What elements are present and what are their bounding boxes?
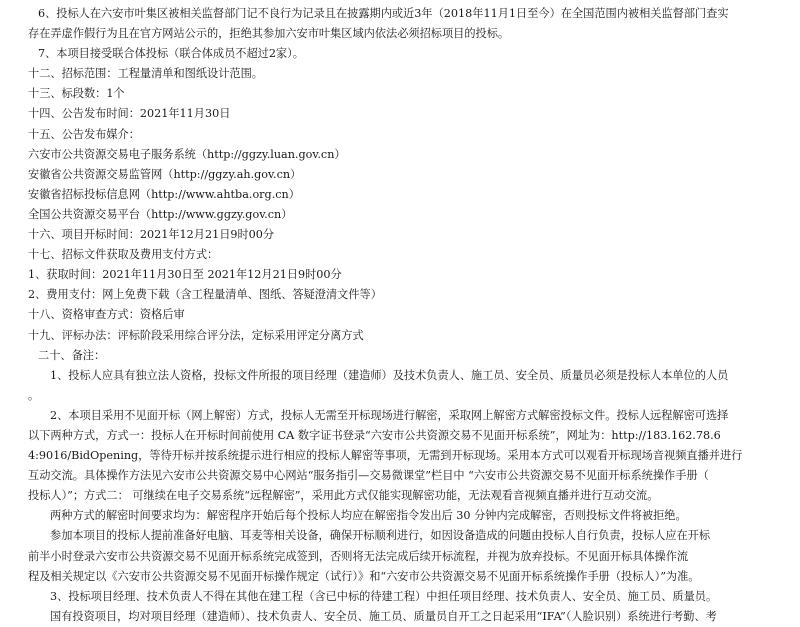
text-line: 十二、招标范围：工程量清单和图纸设计范围。 [28,67,263,81]
text-line: 二十、备注： [38,348,106,362]
text-line: 参加本项目的投标人提前准备好电脑、耳麦等相关设备，确保开标顺利进行，如因设备造成的问题由投标人自行负责，投标人应在开标 [50,529,711,543]
text-line: 十八、资格审查方式：资格后审 [28,308,185,322]
text-line: 7、本项目接受联合体投标（联合体成员不超过2家）。 [38,47,304,61]
text-line: 六安市公共资源交易电子服务系统（http://ggzy.luan.gov.cn） [28,147,346,161]
text-line: 十六、项目开标时间：2021年12月21日9时00分 [28,228,275,242]
text-line: 安徽省招标投标信息网（http://www.ahtba.org.cn） [28,187,300,201]
text-line: 安徽省公共资源交易监管网（http://ggzy.ah.gov.cn） [28,167,302,181]
text-line: 1、获取时间：2021年11月30日至 2021年12月21日9时00分 [28,268,342,282]
text-line: 十七、招标文件获取及费用支付方式： [28,248,219,262]
text-line: 程及相关规定以《六安市公共资源交易不见面开标操作规定（试行）》和“六安市公共资源交易不见面开标系统操作手册（投标人）”为准。 [28,569,700,583]
text-line: 互动交流。具体操作方法见六安市公共资源交易中心网站“服务指引—交易微课堂”栏目中 “六安市公共资源交易不见面开标系统操作手册（ [28,469,709,483]
text-line: 2、费用支付：网上免费下载（含工程量清单、图纸、答疑澄清文件等） [28,288,382,302]
text-line: 6、投标人在六安市叶集区被相关监督部门记不良行为记录且在披露期内或近3年（2018年11月1日至今）在全国范围内被相关监督部门查实 [38,7,729,20]
text-line: 十九、评标办法：评标阶段采用综合评分法，定标采用评定分离方式 [28,328,364,342]
text-line: 4:9016/BidOpening，等待开标并按系统提示进行相应的投标人解密等事项，无需到开标现场。采用本方式可以观看开标现场音视频直播并进行 [28,449,743,463]
text-line: 存在弄虚作假行为且在官方网站公示的，拒绝其参加六安市叶集区域内依法必须招标项目的投标。 [28,27,510,41]
text-line: 十三、标段数：1个 [28,87,125,101]
text-line: 。 [28,388,40,402]
text-line: 两种方式的解密时间要求均为：解密程序开始后每个投标人均应在解密指令发出后 30 分钟内完成解密，否则投标文件将被拒绝。 [50,509,687,523]
text-line: 以下两种方式，方式一：投标人在开标时间前使用 CA 数字证书登录“六安市公共资源交易不见面开标系统”，网址为：http://183.162.78.6 [28,428,721,442]
document-page [28,4,776,627]
text-line: 国有投资项目，均对项目经理（建造师）、技术负责人、安全员、施工员、质量员自开工之日起采用“IFA”（人脸识别）系统进行考勤、考 [50,609,717,623]
text-line: 3、投标项目经理、技术负责人不得在其他在建工程（含已中标的待建工程）中担任项目经理、技术负责人、安全员、施工员、质量员。 [50,589,718,603]
text-line: 十四、公告发布时间：2021年11月30日 [28,107,231,121]
text-line: 前半小时登录六安市公共资源交易不见面开标系统完成签到，否则将无法完成后续开标流程，并视为放弃投标。不见面开标具体操作流 [28,549,689,563]
text-line: 全国公共资源交易平台（http://www.ggzy.gov.cn） [28,207,293,221]
text-line: 十五、公告发布媒介： [28,127,140,141]
text-line: 2、本项目采用不见面开标（网上解密）方式，投标人无需至开标现场进行解密，采取网上解密方式解密投标文件。投标人远程解密可选择 [50,408,729,422]
text-line: 投标人）”；方式二： 可继续在电子交易系统“远程解密”，采用此方式仅能实现解密功能，无法观看音视频直播并进行互动交流。 [28,489,659,503]
document-body [28,4,776,627]
text-line: 1、投标人应具有独立法人资格，投标文件所报的项目经理（建造师）及技术负责人、施工员、安全员、质量员必须是投标人本单位的人员 [50,368,729,382]
